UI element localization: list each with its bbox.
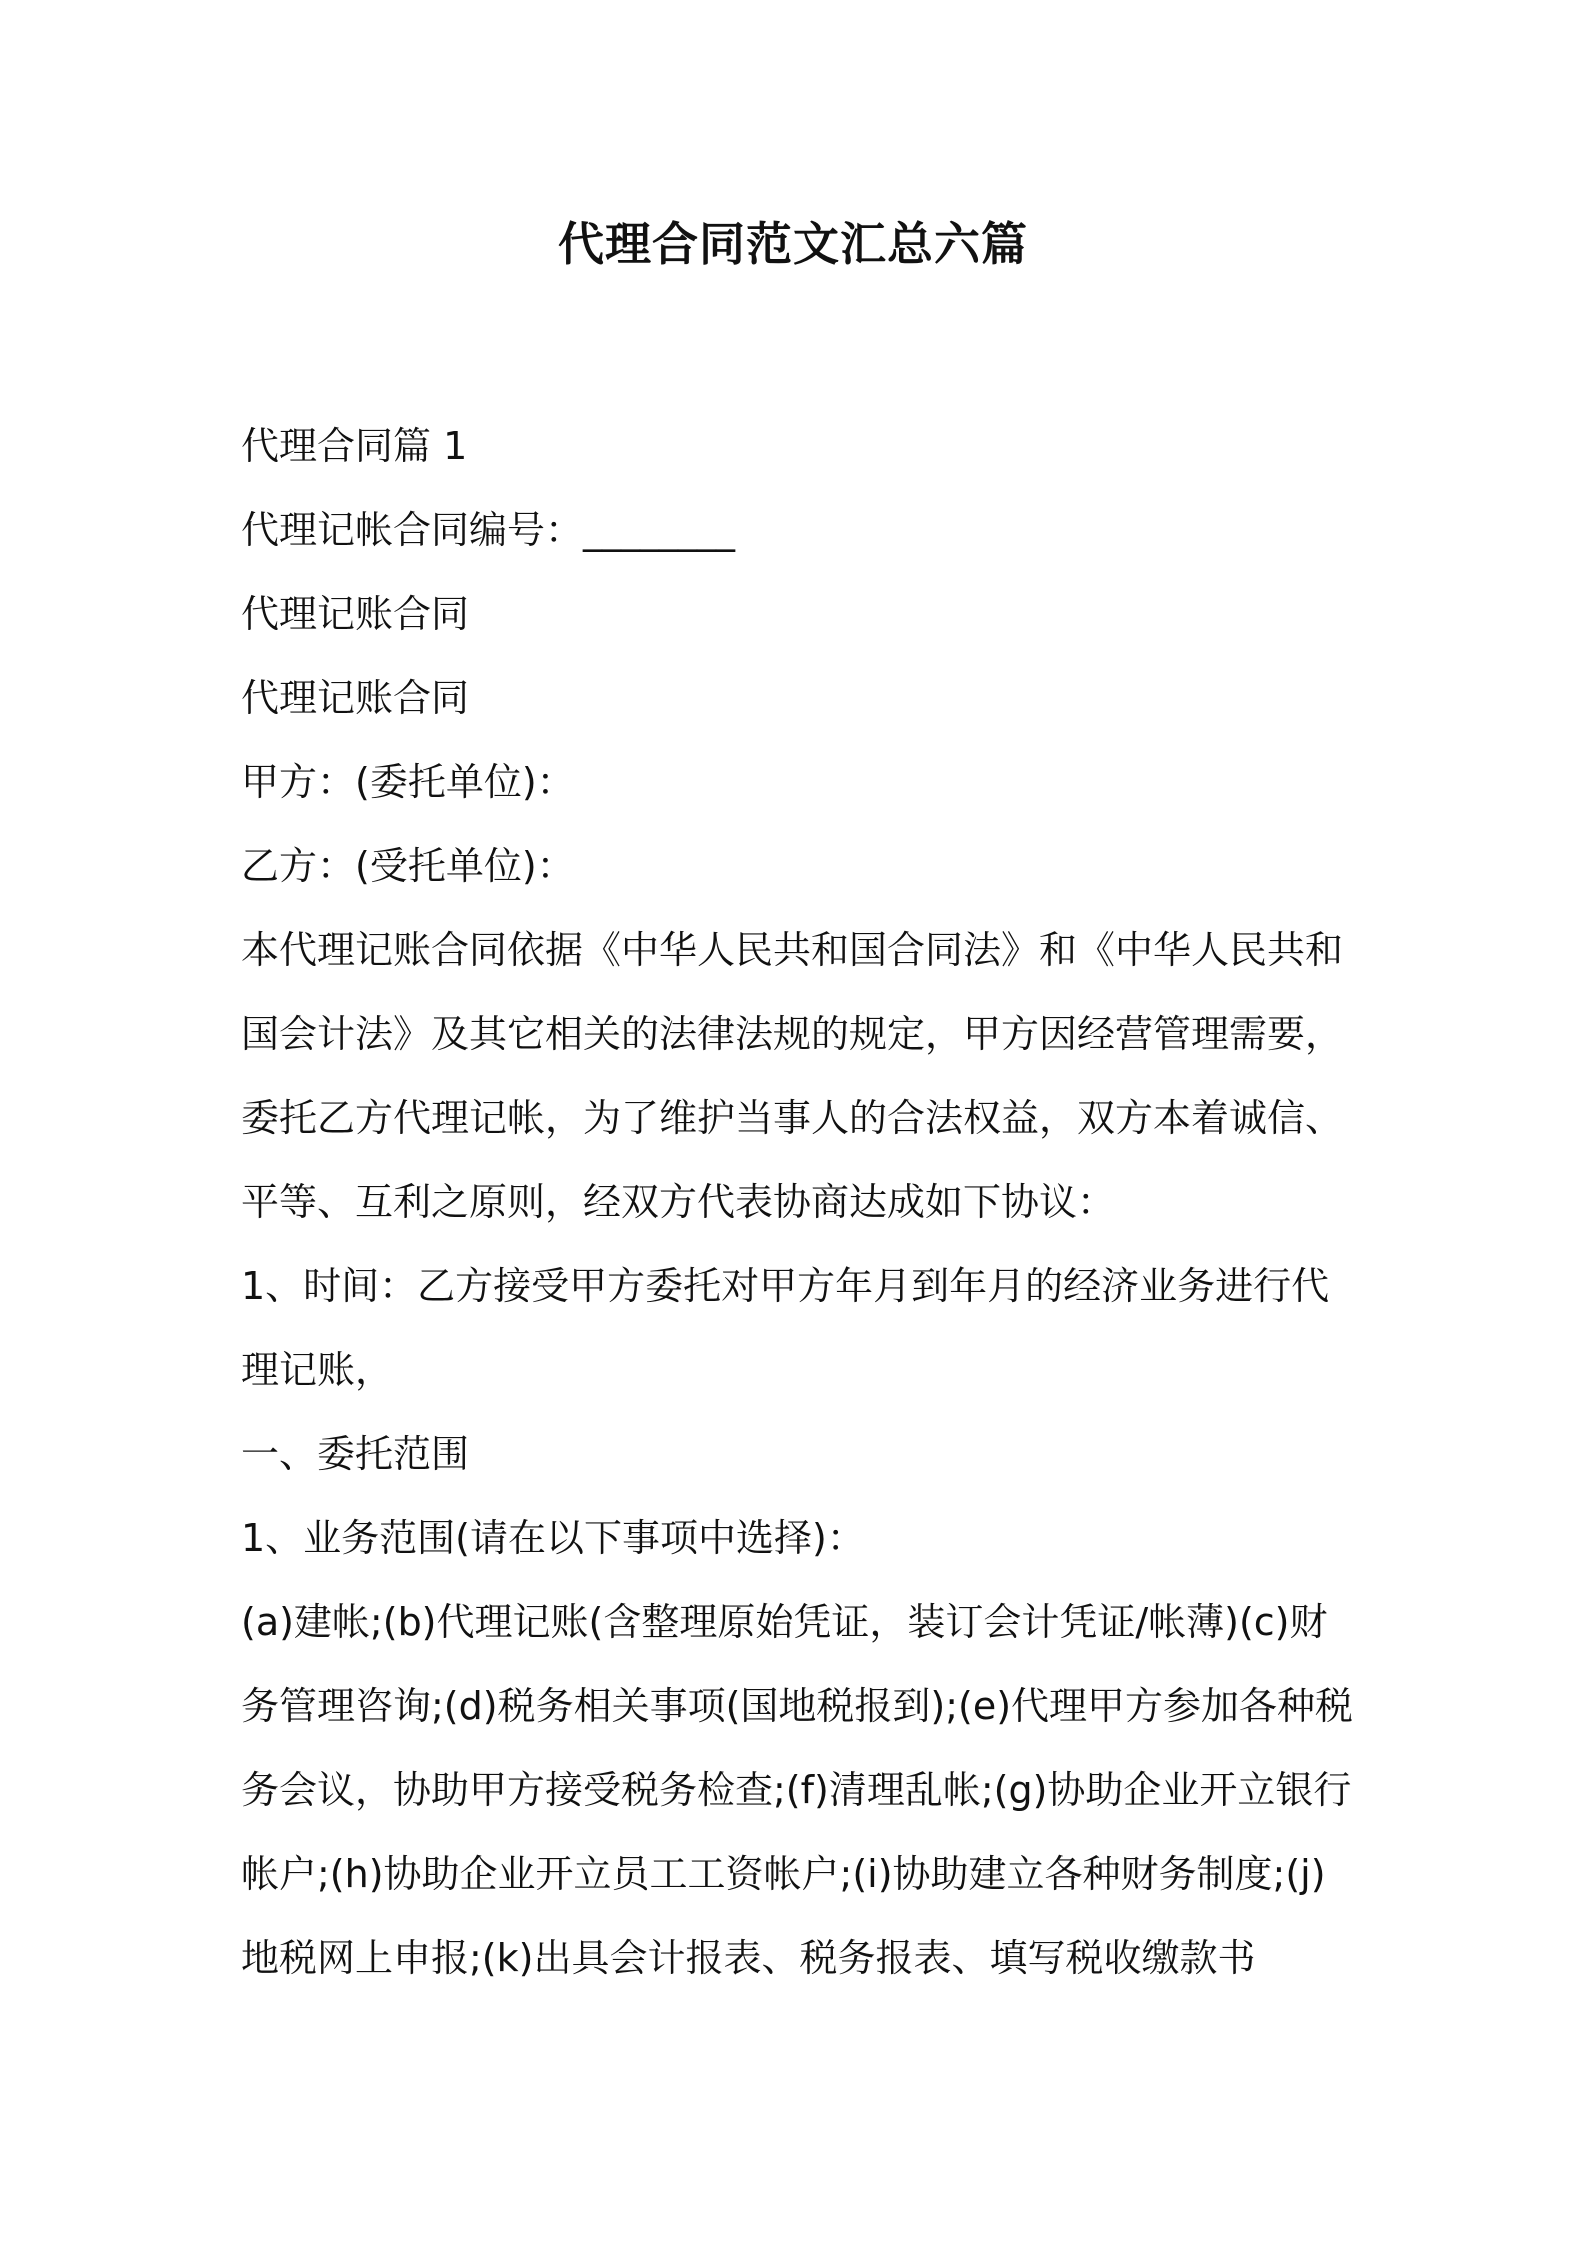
time-clause-paragraph: 1、时间：乙方接受甲方委托对甲方年月到年月的经济业务进行代理记账，: [241, 1264, 1330, 1392]
business-scope-line: 1、业务范围(请在以下事项中选择)：: [241, 1516, 865, 1560]
document-body: [241, 404, 1361, 2000]
document-title: 代理合同范文汇总六篇: [558, 217, 1028, 271]
party-a-line: 甲方：(委托单位)：: [241, 760, 575, 804]
contract-name-line: 代理记账合同: [241, 676, 470, 720]
scope-items-paragraph: (a)建帐;(b)代理记账(含整理原始凭证，装订会计凭证/帐薄)(c)财务管理咨询;(d)税务相关事项(国地税报到);(e)代理甲方参加各种税务会议，协助甲方接受税务检查;(f)清理乱帐;(g)协助企业开立银行帐户;(h)协助企业开立员工工资帐户;(i)协助建立各种财务制度;(j)地税网上申报;(k)出具会计报表、税务报表、填写税收缴款书: [241, 1600, 1354, 1980]
party-b-line: 乙方：(受托单位)：: [241, 844, 575, 888]
scope-heading: 一、委托范围: [241, 1432, 470, 1476]
section-heading: 代理合同篇 1: [241, 424, 468, 468]
contract-number-line: 代理记帐合同编号：________: [241, 508, 736, 552]
preamble-paragraph: 本代理记账合同依据《中华人民共和国合同法》和《中华人民共和国会计法》及其它相关的法律法规的规定，甲方因经营管理需要，委托乙方代理记帐，为了维护当事人的合法权益，双方本着诚信、平等、互利之原则，经双方代表协商达成如下协议：: [241, 928, 1344, 1224]
contract-name-line: 代理记账合同: [241, 592, 470, 636]
